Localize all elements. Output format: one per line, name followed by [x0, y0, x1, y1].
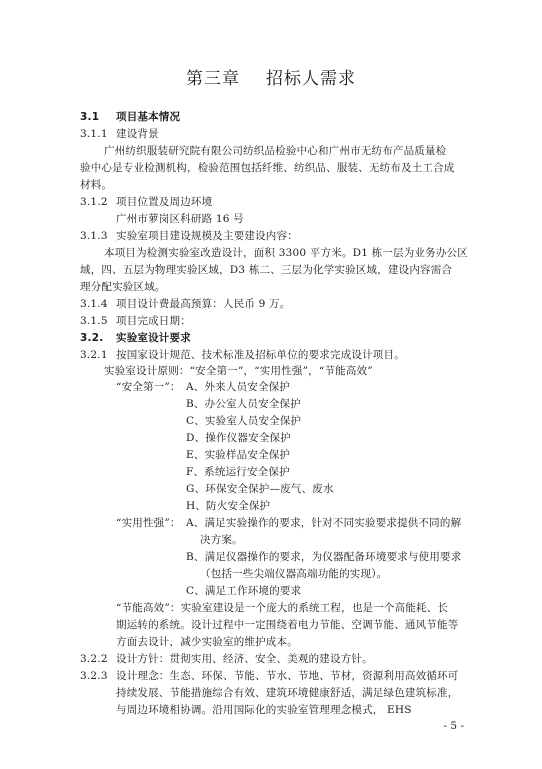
list-item-continued: （包括一些尖端仪器高端功能的实现）。 [200, 568, 388, 580]
address-line: 广州市萝岗区科研路 16 号 [116, 213, 244, 225]
list-item: C、实验室人员安全保护 [186, 415, 302, 427]
section-3-1-4: 3.1.4 项目设计费最高预算：人民币 9 万。 [80, 298, 291, 310]
paragraph-line: “节能高效”：实验室建设是一个庞大的系统工程，也是一个高能耗、长 [116, 602, 449, 614]
design-principle: 实验室设计原则：“安全第一”，“实用性强”，“节能高效” [104, 365, 373, 377]
paragraph-line: 方面去设计，减少实验室的维护成本。 [116, 636, 298, 648]
paragraph-line: 广州纺织服装研究院有限公司纺织品检验中心和广州市无纺布产品质量检 [104, 145, 447, 157]
list-item: F、系统运行安全保护 [186, 466, 290, 478]
section-3-2-2: 3.2.2 设计方针：贯彻实用、经济、安全、美观的建设方针。 [80, 653, 373, 665]
list-item: G、环保安全保护—废气、废水 [186, 483, 334, 495]
practical-label: “实用性强”： [116, 517, 181, 529]
paragraph-line: 理分配实验区域。 [80, 281, 166, 293]
list-item: H、防火安全保护 [186, 500, 271, 512]
list-item: B、满足仪器操作的要求，为仪器配备环境要求与使用要求 [186, 551, 462, 563]
list-item: B、办公室人员安全保护 [186, 398, 301, 410]
paragraph-line: 材料。 [80, 179, 113, 191]
list-item: C、满足工作环境的要求 [186, 585, 302, 597]
chapter-title [0, 64, 542, 89]
section-3-1: 3.1 项目基本情况 [80, 111, 181, 123]
list-item: A、满足实验操作的要求，针对不同实验要求提供不同的解 [186, 517, 462, 529]
paragraph-line: 与周边环境相协调。沿用国际化的实验室管理理念模式， EHS [116, 704, 412, 716]
paragraph-line: 本项目为检测实验室改造设计，面积 3300 平方米。D1 栋一层为业务办公区 [104, 247, 468, 259]
section-3-1-1: 3.1.1 建设背景 [80, 128, 159, 140]
section-3-2: 3.2. 实验室设计要求 [80, 332, 191, 344]
paragraph-line: 域，四、五层为物理实验区域，D3 栋二、三层为化学实验区域，建设内容需合 [80, 264, 453, 276]
paragraph-line: 验中心是专业检测机构，检验范围包括纤维、纺织品、服装、无纺布及土工合成 [80, 162, 455, 174]
section-3-1-5: 3.1.5 项目完成日期： [80, 315, 191, 327]
paragraph-line: 持续发展、节能措施综合有效、建筑环境健康舒适，满足绿色建筑标准， [116, 687, 459, 699]
section-3-1-3: 3.1.3 实验室项目建设规模及主要建设内容： [80, 230, 298, 242]
page-number: - 5 - [443, 720, 464, 732]
paragraph-line: 期运转的系统。设计过程中一定围绕着电力节能、空调节能、通风节能等 [116, 619, 459, 631]
list-item: D、操作仪器安全保护 [186, 432, 291, 444]
section-3-1-2: 3.1.2 项目位置及周边环境 [80, 196, 213, 208]
safety-label: “安全第一”： [116, 381, 181, 393]
section-3-2-3: 3.2.3 设计理念：生态、环保、节能、节水、节地、节材，资源利用高效循环可 [80, 670, 459, 682]
list-item: A、外来人员安全保护 [186, 381, 291, 393]
chapter-heading: 招标人需求 [266, 69, 356, 89]
list-item-continued: 决方案。 [200, 534, 243, 546]
list-item: E、实验样品安全保护 [186, 449, 291, 461]
chapter-label: 第三章 [186, 69, 240, 89]
section-3-2-1: 3.2.1 按国家设计规范、技术标准及招标单位的要求完成设计项目。 [80, 349, 405, 361]
